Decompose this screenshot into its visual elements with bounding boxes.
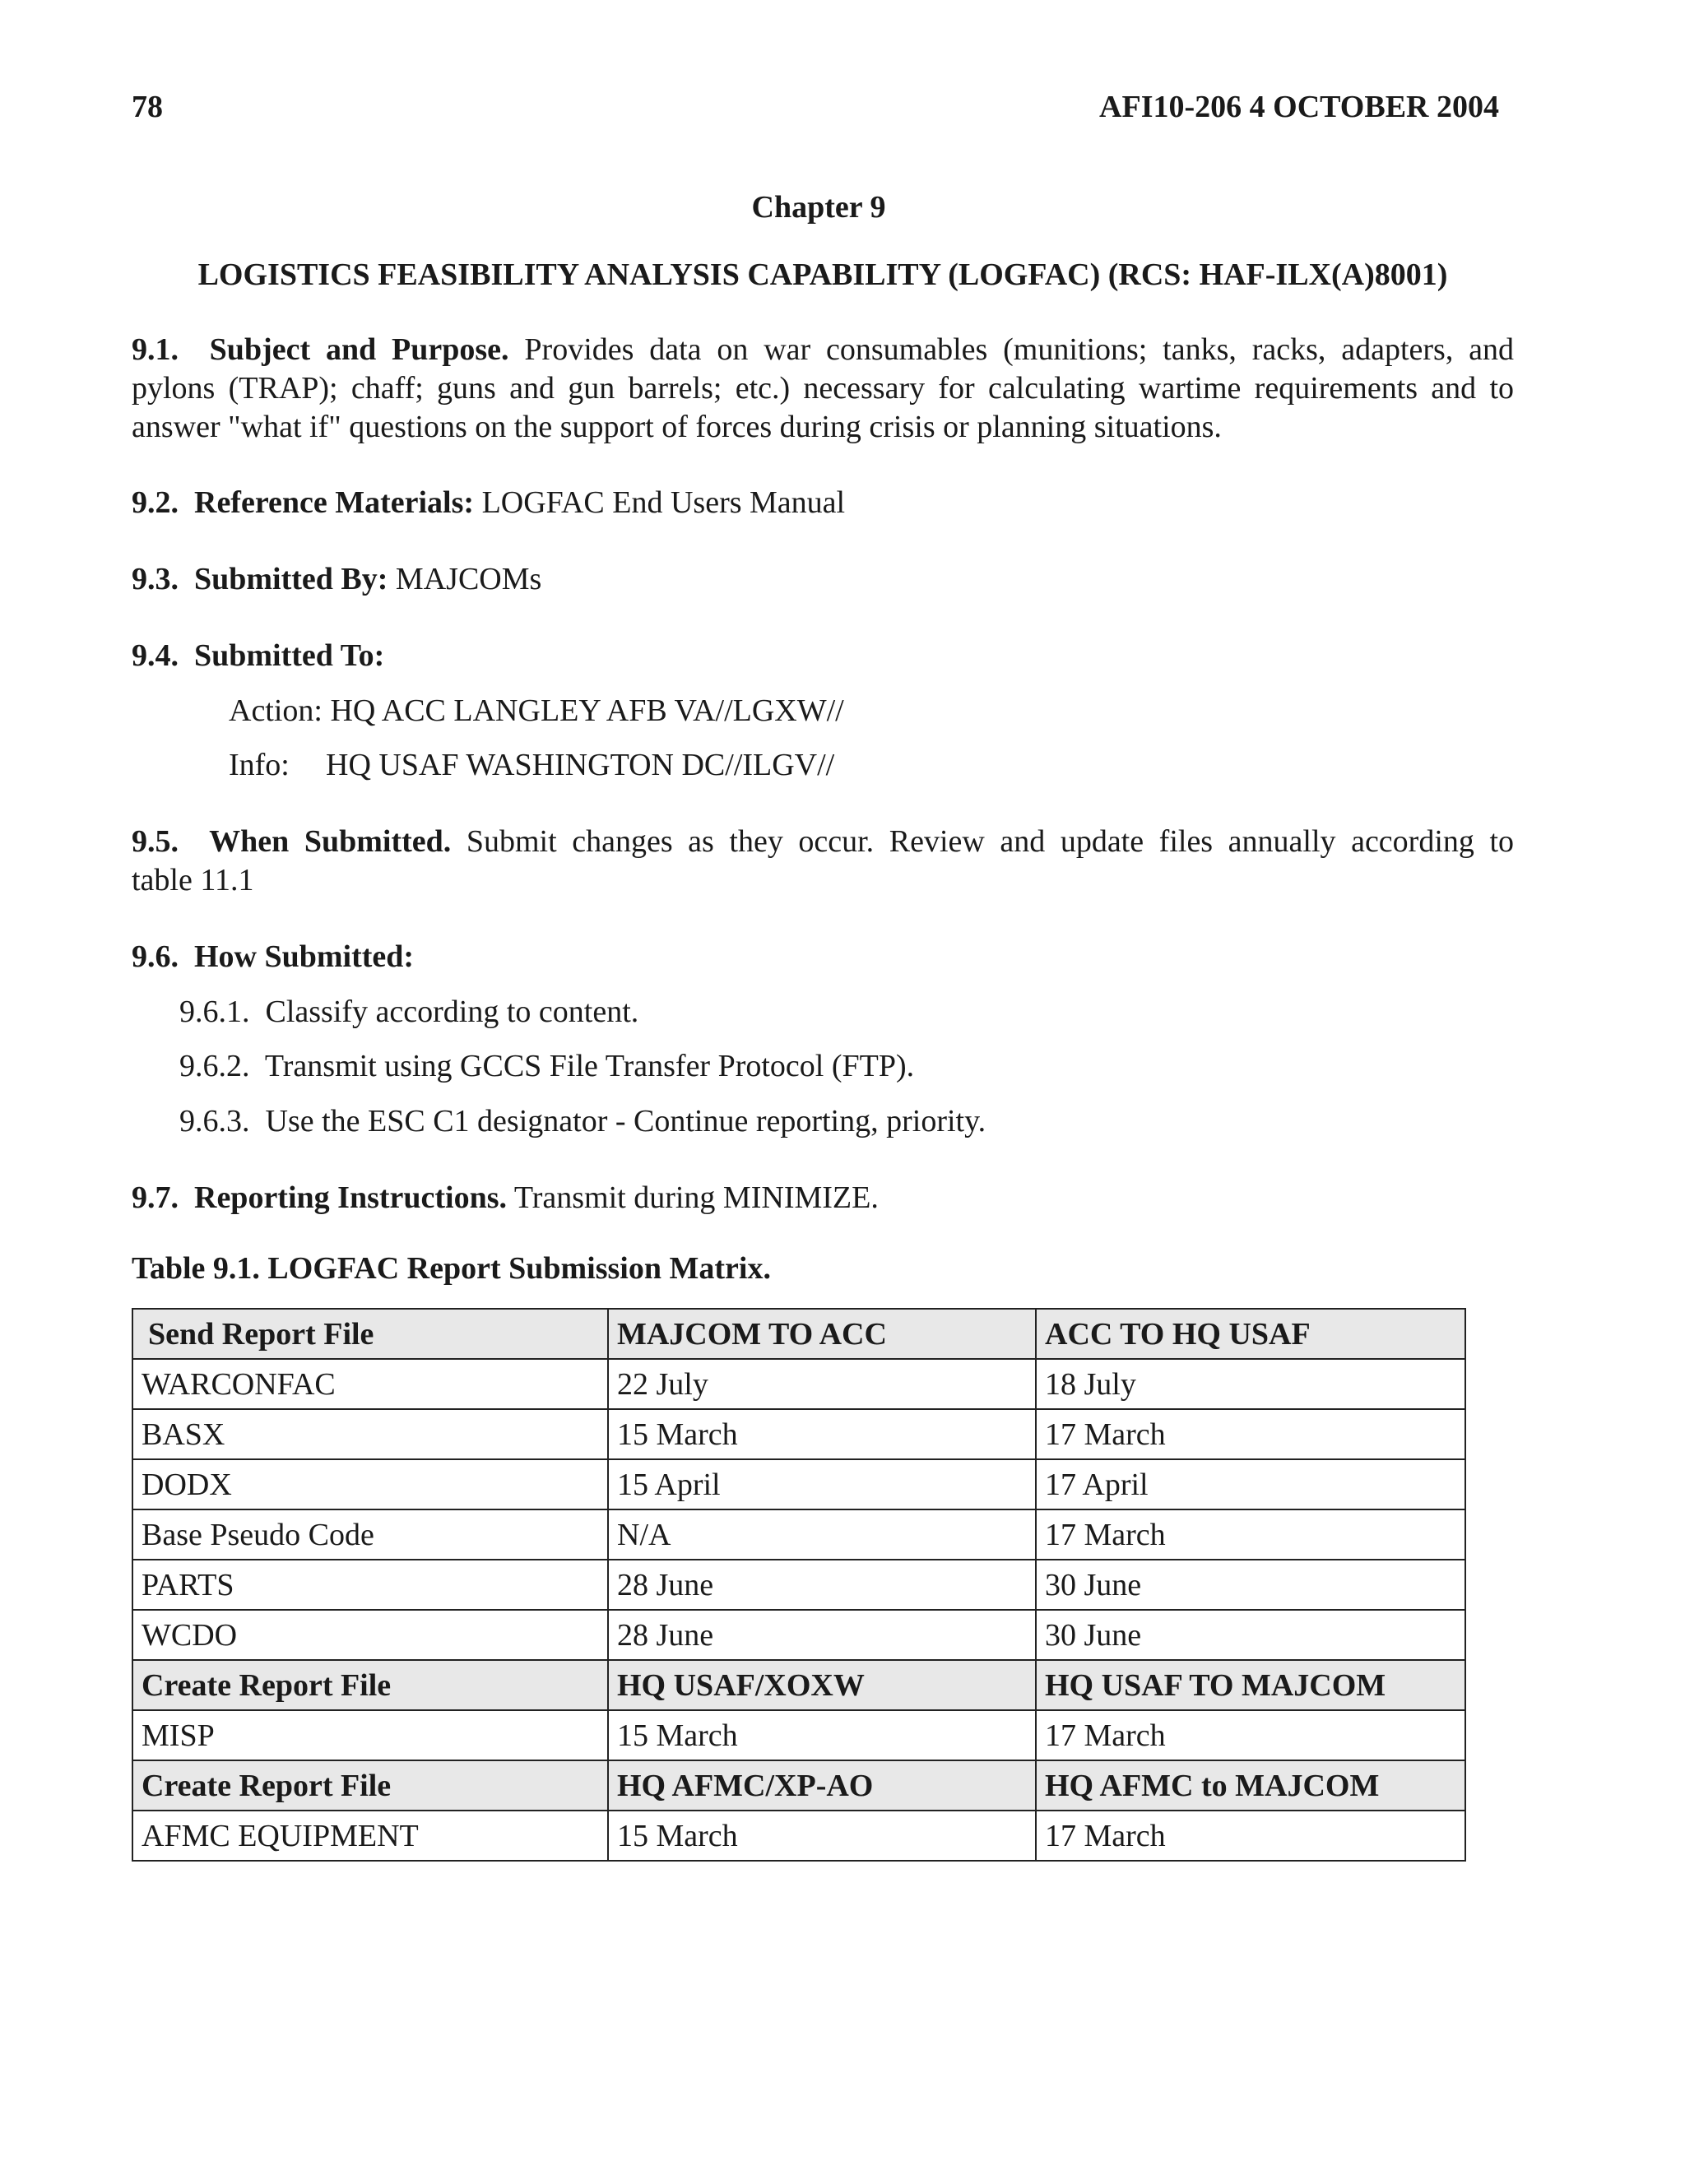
submission-matrix-table (132, 1308, 1466, 1862)
section-9-5-line1 (132, 823, 1514, 861)
info-line (229, 746, 834, 785)
section-text: Transmit during MINIMIZE. (513, 1180, 879, 1215)
section-9-1-line3: answer "what if" questions on the support of forces during crisis or planning situations. (132, 410, 1222, 444)
table-cell: 17 March (1036, 1710, 1465, 1760)
table-row (132, 1359, 1465, 1409)
section-9-7 (132, 1179, 879, 1217)
table-header-row (132, 1660, 1465, 1710)
table-cell: 28 June (608, 1560, 1036, 1610)
table-cell: 30 June (1036, 1610, 1465, 1660)
table-cell: 28 June (608, 1610, 1036, 1660)
list-item-number: 9.6.3. (179, 1104, 250, 1138)
section-9-6 (132, 938, 414, 976)
table-header-row (132, 1760, 1465, 1811)
table-cell: MISP (132, 1710, 608, 1760)
table-header-cell: Send Report File (132, 1309, 608, 1359)
section-9-4 (132, 637, 384, 675)
table-header-cell: ACC TO HQ USAF (1036, 1309, 1465, 1359)
section-9-1-line1 (132, 331, 1514, 369)
table-caption: Table 9.1. LOGFAC Report Submission Matrix. (132, 1251, 771, 1286)
table-row (132, 1459, 1465, 1509)
table-cell: 15 March (608, 1710, 1036, 1760)
section-number: 9.2. (132, 485, 179, 520)
info-text: HQ USAF WASHINGTON DC//ILGV// (326, 748, 835, 782)
section-number: 9.6. (132, 939, 179, 974)
table-cell: 17 March (1036, 1811, 1465, 1861)
table-cell: 15 March (608, 1811, 1036, 1861)
table-row (132, 1610, 1465, 1660)
section-heading: Submitted To: (194, 638, 385, 673)
document-id: AFI10-206 4 OCTOBER 2004 (1099, 90, 1499, 124)
table-header-cell: Create Report File (132, 1760, 608, 1811)
table-cell: 15 March (608, 1409, 1036, 1459)
table-cell: 17 March (1036, 1509, 1465, 1560)
section-heading: Submitted By: (194, 562, 388, 596)
table-cell: 17 March (1036, 1409, 1465, 1459)
page-number: 78 (132, 90, 163, 124)
section-text: LOGFAC End Users Manual (481, 485, 846, 520)
table-cell: Base Pseudo Code (132, 1509, 608, 1560)
table-row (132, 1409, 1465, 1459)
table-cell: BASX (132, 1409, 608, 1459)
table-header-cell: Create Report File (132, 1660, 608, 1710)
list-item (179, 993, 638, 1032)
table-row (132, 1509, 1465, 1560)
table-cell: WCDO (132, 1610, 608, 1660)
section-9-2 (132, 484, 845, 522)
table-cell: 30 June (1036, 1560, 1465, 1610)
section-heading: Reference Materials: (194, 485, 475, 520)
table-cell: 15 April (608, 1459, 1036, 1509)
section-9-1-line2: pylons (TRAP); chaff; guns and gun barrels; etc.) necessary for calculating wartime requirements and to (132, 371, 1514, 406)
section-number: 9.7. (132, 1180, 179, 1215)
section-9-3 (132, 560, 541, 599)
table-cell: 22 July (608, 1359, 1036, 1409)
list-item-number: 9.6.1. (179, 995, 250, 1029)
section-number: 9.4. (132, 638, 179, 673)
section-heading: How Submitted: (194, 939, 415, 974)
section-9-5-line2: table 11.1 (132, 863, 254, 897)
table-row (132, 1811, 1465, 1861)
section-9-1 (132, 331, 1514, 447)
info-label: Info: (229, 748, 290, 782)
table-cell: N/A (608, 1509, 1036, 1560)
table-header-cell: HQ AFMC/XP-AO (608, 1760, 1036, 1811)
table-row (132, 1710, 1465, 1760)
table-header-cell: HQ AFMC to MAJCOM (1036, 1760, 1465, 1811)
section-heading: When Submitted. (209, 824, 452, 859)
action-line (229, 692, 844, 730)
list-item-number: 9.6.2. (179, 1049, 250, 1083)
table-cell: WARCONFAC (132, 1359, 608, 1409)
list-item-text: Use the ESC C1 designator - Continue reporting, priority. (265, 1104, 986, 1138)
table-header-cell: HQ USAF/XOXW (608, 1660, 1036, 1710)
section-number: 9.1. (132, 332, 179, 367)
section-text: Submit changes as they occur. Review and update files annually according to (466, 824, 1515, 859)
table-header-cell: HQ USAF TO MAJCOM (1036, 1660, 1465, 1710)
table-cell: PARTS (132, 1560, 608, 1610)
section-9-5 (132, 823, 1514, 900)
section-heading: Subject and Purpose. (209, 332, 509, 367)
table-row (132, 1560, 1465, 1610)
section-text: Provides data on war consumables (munitions; tanks, racks, adapters, and (524, 332, 1515, 367)
list-item (179, 1047, 914, 1086)
table-cell: DODX (132, 1459, 608, 1509)
table-header-cell: MAJCOM TO ACC (608, 1309, 1036, 1359)
section-number: 9.3. (132, 562, 179, 596)
chapter-label: Chapter 9 (751, 190, 886, 225)
section-number: 9.5. (132, 824, 179, 859)
table-cell: 17 April (1036, 1459, 1465, 1509)
section-text: MAJCOMs (395, 562, 542, 596)
chapter-title: LOGISTICS FEASIBILITY ANALYSIS CAPABILITY (LOGFAC) (RCS: HAF-ILX(A)8001) (197, 257, 1448, 292)
action-text: HQ ACC LANGLEY AFB VA//LGXW// (330, 693, 844, 728)
table-cell: AFMC EQUIPMENT (132, 1811, 608, 1861)
list-item-text: Transmit using GCCS File Transfer Protocol (FTP). (264, 1049, 915, 1083)
table-cell: 18 July (1036, 1359, 1465, 1409)
table-header-row (132, 1309, 1465, 1359)
section-heading: Reporting Instructions. (194, 1180, 508, 1215)
action-label: Action: (229, 693, 323, 728)
table-body (132, 1309, 1465, 1861)
list-item-text: Classify according to content. (265, 995, 639, 1029)
list-item (179, 1102, 986, 1141)
